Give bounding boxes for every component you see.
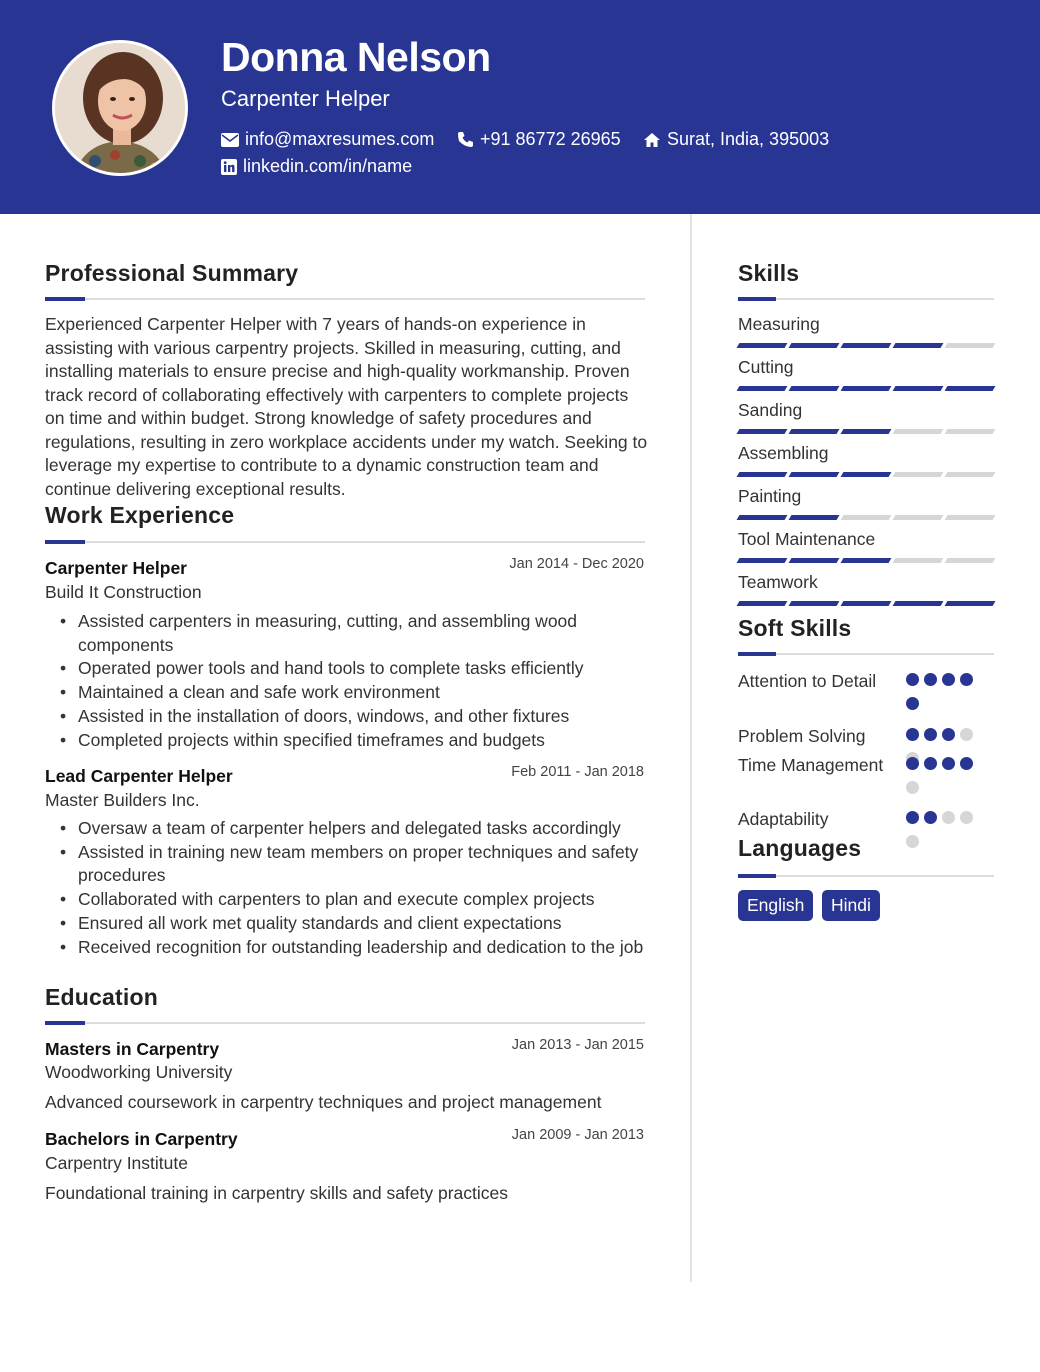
- candidate-name: Donna Nelson: [221, 34, 491, 80]
- soft-skill-name: Attention to Detail: [738, 671, 877, 691]
- summary-heading: Professional Summary: [45, 260, 299, 286]
- list-item: • Ensured all work met quality standards and client expectations: [58, 912, 648, 936]
- skill-name: Measuring: [738, 314, 820, 334]
- skill-level-segment: [737, 515, 788, 520]
- school-name: Woodworking University: [45, 1062, 233, 1082]
- phone-icon: [457, 131, 474, 148]
- list-item: • Received recognition for outstanding leadership and dedication to the job: [58, 936, 648, 960]
- rating-dot: [924, 728, 937, 741]
- list-item: • Completed projects within specified timeframes and budgets: [58, 729, 648, 753]
- soft-skills-heading: Soft Skills: [738, 615, 852, 641]
- skills-accent: [738, 297, 776, 301]
- skill-level-segment: [841, 515, 892, 520]
- list-item: • Assisted carpenters in measuring, cutting, and assembling wood components: [58, 610, 648, 657]
- job-company: Build It Construction: [45, 582, 202, 602]
- job-bullets: [58, 610, 648, 752]
- rating-dot: [942, 728, 955, 741]
- skill-level-segment: [893, 386, 944, 391]
- list-item: • Maintained a clean and safe work environment: [58, 681, 648, 705]
- skill-level-bar: [738, 429, 994, 434]
- education-heading: Education: [45, 984, 158, 1010]
- rating-dot: [906, 781, 919, 794]
- skill-level-bar: [738, 472, 994, 477]
- skill-level-segment: [841, 429, 892, 434]
- column-divider: [690, 214, 692, 1282]
- list-item: • Oversaw a team of carpenter helpers and delegated tasks accordingly: [58, 817, 648, 841]
- summary-accent: [45, 297, 85, 301]
- job-dates: Feb 2011 - Jan 2018: [511, 764, 644, 780]
- degree-description: Advanced coursework in carpentry techniques and project management: [45, 1092, 602, 1112]
- experience-heading: Work Experience: [45, 502, 235, 528]
- rating-dot: [960, 757, 973, 770]
- job-title: Carpenter Helper: [45, 558, 187, 578]
- skill-level-segment: [789, 515, 840, 520]
- skill-level-segment: [945, 472, 996, 477]
- job-dates: Jan 2014 - Dec 2020: [509, 556, 644, 572]
- degree-dates: Jan 2009 - Jan 2013: [511, 1127, 644, 1143]
- rating-dot: [942, 757, 955, 770]
- rating-dot: [960, 728, 973, 741]
- rating-dot: [906, 811, 919, 824]
- language-badge: English: [738, 890, 813, 921]
- skill-level-bar: [738, 343, 994, 348]
- skill-level-segment: [789, 386, 840, 391]
- skill-level-bar: [738, 515, 994, 520]
- skill-name: Assembling: [738, 443, 829, 463]
- experience-accent: [45, 540, 85, 544]
- school-name: Carpentry Institute: [45, 1153, 188, 1173]
- skill-level-segment: [789, 472, 840, 477]
- summary-text: Experienced Carpenter Helper with 7 years of hands-on experience in assisting with various carpentry projects. Skilled in measuring, cutting, and installing materials to ensure precise and high-quality workmanship. Proven track record of collaborating effectively with carpenters to complete projects on time and within budget. Strong knowledge of safety procedures and regulations, resulting in zero workplace accidents under my watch. Seeking to leverage my expertise to contribute to a dynamic construction team and continue delivering exceptional results.: [45, 314, 648, 499]
- soft-skill-name: Time Management: [738, 755, 884, 775]
- skill-level-segment: [893, 558, 944, 563]
- experience-rule: [45, 541, 645, 543]
- skill-name: Teamwork: [738, 572, 818, 592]
- skill-level-segment: [737, 601, 788, 606]
- list-item: • Operated power tools and hand tools to complete tasks efficiently: [58, 657, 648, 681]
- rating-dot: [906, 673, 919, 686]
- skill-level-segment: [841, 601, 892, 606]
- skill-level-segment: [945, 429, 996, 434]
- email-text: info@maxresumes.com: [245, 129, 435, 149]
- skill-name: Painting: [738, 486, 802, 506]
- summary-rule: [45, 298, 645, 300]
- languages-accent: [738, 874, 776, 878]
- skill-level-segment: [789, 601, 840, 606]
- skill-level-segment: [893, 472, 944, 477]
- rating-dot: [906, 835, 919, 848]
- soft-skill-rating: [906, 811, 978, 848]
- skill-level-segment: [893, 343, 944, 348]
- home-icon: [643, 132, 661, 148]
- skill-level-segment: [945, 601, 996, 606]
- degree-title: Bachelors in Carpentry: [45, 1129, 238, 1149]
- contact-email[interactable]: [221, 129, 434, 150]
- skill-level-bar: [738, 601, 994, 606]
- rating-dot: [942, 811, 955, 824]
- rating-dot: [960, 673, 973, 686]
- rating-dot: [924, 673, 937, 686]
- languages-heading: Languages: [738, 835, 862, 861]
- degree-title: Masters in Carpentry: [45, 1039, 220, 1059]
- rating-dot: [906, 697, 919, 710]
- skill-level-segment: [841, 558, 892, 563]
- job-company: Master Builders Inc.: [45, 790, 200, 810]
- phone-text: +91 86772 26965: [480, 129, 621, 149]
- soft-skill-rating: [906, 757, 978, 794]
- contact-phone[interactable]: [457, 129, 621, 150]
- skill-level-segment: [737, 386, 788, 391]
- avatar: [55, 43, 185, 173]
- education-accent: [45, 1021, 85, 1025]
- skill-level-bar: [738, 558, 994, 563]
- list-item: • Assisted in training new team members on proper techniques and safety procedures: [58, 841, 648, 888]
- soft-skill-name: Problem Solving: [738, 726, 866, 746]
- rating-dot: [942, 673, 955, 686]
- contact-location: [643, 129, 829, 150]
- candidate-title: Carpenter Helper: [221, 86, 390, 111]
- soft-skills-rule: [738, 653, 994, 655]
- rating-dot: [924, 757, 937, 770]
- skill-level-segment: [893, 601, 944, 606]
- job-bullets: [58, 817, 648, 959]
- soft-skill-rating: [906, 673, 978, 710]
- location-text: Surat, India, 395003: [667, 129, 830, 149]
- skill-level-segment: [841, 386, 892, 391]
- contact-linkedin[interactable]: [221, 156, 412, 177]
- skill-level-segment: [737, 558, 788, 563]
- skill-level-segment: [789, 558, 840, 563]
- skill-level-segment: [737, 343, 788, 348]
- skill-level-segment: [841, 343, 892, 348]
- rating-dot: [906, 757, 919, 770]
- skill-level-segment: [945, 558, 996, 563]
- skill-level-segment: [789, 429, 840, 434]
- skills-heading: Skills: [738, 260, 800, 286]
- list-item: • Collaborated with carpenters to plan and execute complex projects: [58, 888, 648, 912]
- skill-level-segment: [737, 472, 788, 477]
- skill-level-segment: [737, 429, 788, 434]
- degree-dates: Jan 2013 - Jan 2015: [511, 1037, 644, 1053]
- skill-level-segment: [789, 343, 840, 348]
- skill-name: Tool Maintenance: [738, 529, 876, 549]
- envelope-icon: [221, 133, 239, 147]
- education-rule: [45, 1022, 645, 1024]
- degree-description: Foundational training in carpentry skills and safety practices: [45, 1183, 509, 1203]
- languages-rule: [738, 875, 994, 877]
- skill-level-segment: [893, 515, 944, 520]
- soft-skill-name: Adaptability: [738, 809, 829, 829]
- linkedin-text: linkedin.com/in/name: [243, 156, 413, 176]
- resume-header: [0, 0, 1040, 214]
- rating-dot: [906, 728, 919, 741]
- skill-level-segment: [945, 515, 996, 520]
- skill-name: Sanding: [738, 400, 803, 420]
- profile-photo: [52, 40, 188, 176]
- job-title: Lead Carpenter Helper: [45, 766, 233, 786]
- skill-level-segment: [841, 472, 892, 477]
- skill-level-bar: [738, 386, 994, 391]
- list-item: • Assisted in the installation of doors, windows, and other fixtures: [58, 705, 648, 729]
- soft-skills-accent: [738, 652, 776, 656]
- skills-rule: [738, 298, 994, 300]
- rating-dot: [960, 811, 973, 824]
- linkedin-icon: [221, 159, 237, 175]
- skill-level-segment: [945, 386, 996, 391]
- rating-dot: [924, 811, 937, 824]
- skill-name: Cutting: [738, 357, 794, 377]
- skill-level-segment: [945, 343, 996, 348]
- language-badge: Hindi: [822, 890, 880, 921]
- skill-level-segment: [893, 429, 944, 434]
